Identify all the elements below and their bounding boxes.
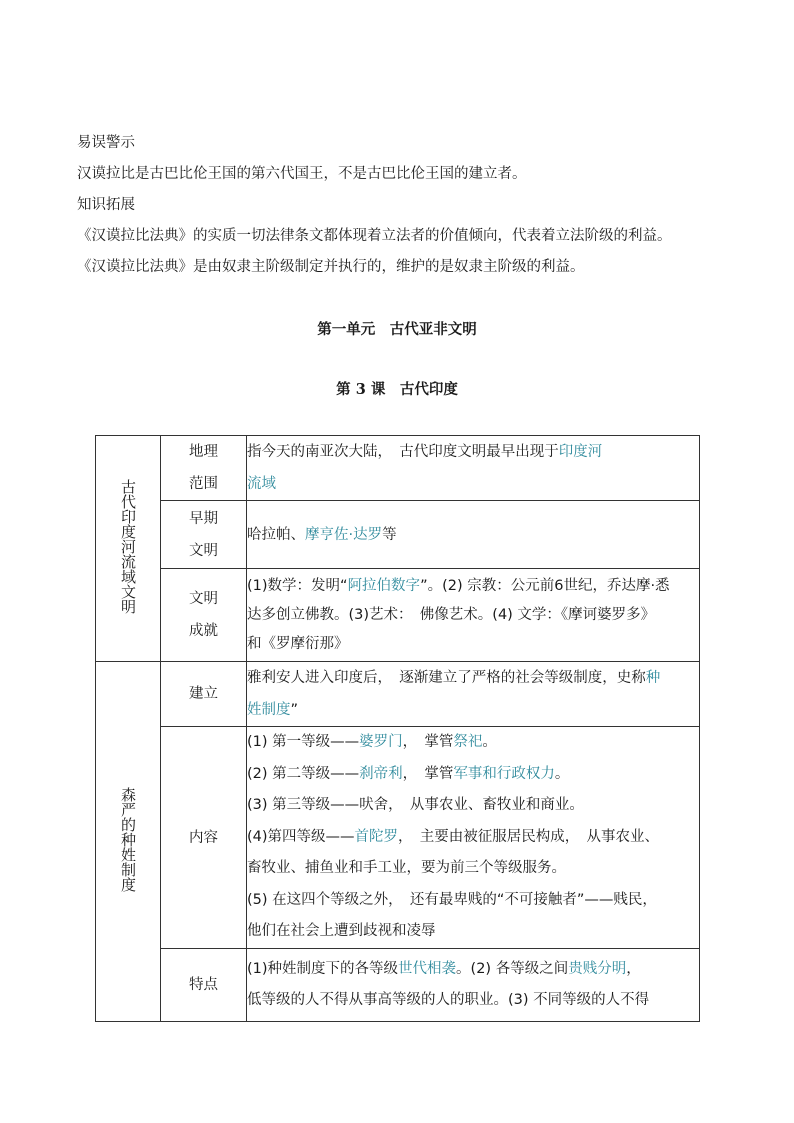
feature-text-c: ， — [626, 961, 641, 977]
label-early-2: 文明 — [189, 542, 218, 559]
content-l1c: 。 — [482, 734, 497, 751]
content-cell-early — [247, 501, 700, 569]
group-label-civilization: 古代印度河流域文明 — [119, 479, 137, 614]
content-l1-highlight-2: 祭祀 — [453, 734, 483, 751]
content-l4a: (4)第四等级—— — [247, 828, 355, 845]
group-label-caste: 森严的种姓制度 — [119, 787, 137, 892]
content-l2-highlight: 刹帝利 — [359, 765, 403, 782]
content-cell-achieve — [247, 569, 700, 662]
content-cell-geo — [247, 436, 700, 501]
label-cell-early — [161, 501, 247, 569]
group-cell-civilization — [96, 436, 161, 662]
label-geo-2: 范围 — [189, 476, 218, 492]
label-achieve-1: 文明 — [189, 591, 218, 607]
lesson-table — [95, 435, 700, 1022]
content-l4b: ， 主要由被征服居民构成， 从事农业、 — [398, 828, 660, 845]
extension-text-2: 《汉谟拉比法典》是由奴隶主阶级制定并执行的，维护的是奴隶主阶级的利益。 — [77, 259, 585, 275]
achieve-line-2: 达多创立佛教。(3)艺术： 佛像艺术。(4) 文学：《摩诃婆罗多》 — [247, 606, 656, 623]
geo-text: 指今天的南亚次大陆， 古代印度文明最早出现于 — [247, 444, 559, 460]
content-l2a: (2) 第二等级—— — [247, 765, 360, 782]
label-early-1: 早期 — [189, 510, 218, 527]
feature-text-b: 。(2) 各等级之间 — [456, 961, 569, 977]
early-text-1: 哈拉帕、 — [247, 526, 305, 543]
table-row — [96, 569, 700, 662]
lesson-title: 第 3 课 古代印度 — [336, 381, 458, 398]
label-cell-content: 内容 — [161, 727, 247, 949]
label-achieve-2: 成就 — [189, 623, 218, 639]
label-geo-1: 地理 — [189, 444, 218, 460]
label-cell-achieve — [161, 569, 247, 662]
content-l2b: ， 掌管 — [402, 765, 454, 782]
content-cell-content — [247, 727, 700, 949]
geo-highlight-2: 流域 — [247, 476, 276, 492]
content-l3: (3) 第三等级——吠舍， 从事农业、畜牧业和商业。 — [247, 797, 584, 814]
early-highlight: 摩亨佐·达罗 — [305, 526, 383, 543]
content-cell-establish — [247, 662, 700, 727]
feature-text-a: (1)种姓制度下的各等级 — [247, 961, 399, 977]
content-l2-highlight-2: 军事和行政权力 — [453, 765, 555, 782]
extension-heading: 知识拓展 — [77, 197, 135, 213]
establish-text-2: ” — [290, 702, 299, 718]
unit-title: 第一单元 古代亚非文明 — [317, 321, 477, 338]
content-l7: 他们在社会上遭到歧视和凌辱 — [247, 923, 436, 940]
content-l1-highlight: 婆罗门 — [359, 734, 403, 751]
table-row — [96, 727, 700, 949]
content-l1b: ， 掌管 — [402, 734, 454, 751]
extension-text-1: 《汉谟拉比法典》的实质一切法律条文都体现着立法者的价值倾向，代表着立法阶级的利益。 — [77, 228, 672, 244]
hint-heading: 易误警示 — [77, 135, 135, 151]
label-cell-feature: 特点 — [161, 949, 247, 1022]
content-l2c: 。 — [554, 765, 570, 782]
early-text-2: 等 — [382, 526, 397, 543]
geo-highlight: 印度河 — [558, 444, 603, 460]
content-l5: 畜牧业、捕鱼业和手工业，要为前三个等级服务。 — [247, 860, 566, 877]
feature-highlight-2: 贵贱分明 — [568, 961, 627, 977]
establish-highlight-2: 姓制度 — [247, 702, 291, 718]
table-row — [96, 949, 700, 1022]
establish-text: 雅利安人进入印度后， 逐渐建立了严格的社会等级制度，史称 — [247, 670, 646, 686]
achieve-highlight: 阿拉伯数字 — [347, 577, 421, 594]
achieve-text-2: ”。(2) 宗教：公元前6世纪，乔达摩·悉 — [420, 577, 670, 594]
achieve-line-3: 和《罗摩衍那》 — [247, 635, 349, 652]
table-row — [96, 501, 700, 569]
content-cell-feature — [247, 949, 700, 1022]
achieve-text-1: (1)数学：发明“ — [247, 577, 348, 594]
feature-line-2: 低等级的人不得从事高等级的人的职业。(3) 不同等级的人不得 — [247, 992, 650, 1008]
content-l4-highlight: 首陀罗 — [354, 828, 399, 845]
feature-highlight-1: 世代相袭 — [398, 961, 457, 977]
table-row — [96, 662, 700, 727]
table-row — [96, 436, 700, 501]
content-l6: (5) 在这四个等级之外， 还有最卑贱的“不可接触者”——贱民， — [247, 891, 657, 908]
establish-highlight-1: 种 — [645, 670, 661, 686]
hint-text: 汉谟拉比是古巴比伦王国的第六代国王，不是古巴比伦王国的建立者。 — [77, 166, 527, 182]
label-cell-establish: 建立 — [161, 662, 247, 727]
group-cell-caste — [96, 662, 161, 1022]
content-l1a: (1) 第一等级—— — [247, 734, 360, 751]
label-cell-geo — [161, 436, 247, 501]
